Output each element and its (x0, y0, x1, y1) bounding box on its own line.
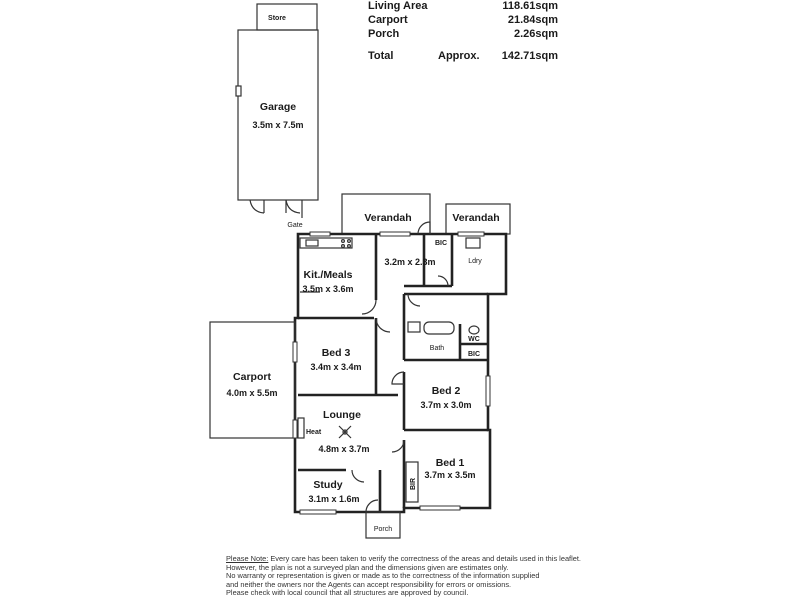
bath-label: Bath (429, 345, 445, 352)
window (300, 510, 336, 514)
heater-icon (298, 418, 304, 438)
disclaimer-line: No warranty or representation is given or made as to the correctness of the information supplied (226, 571, 540, 581)
lounge-label: Lounge (323, 409, 361, 421)
door-swing (352, 470, 364, 482)
porch-outline (366, 512, 400, 538)
bed3-label: Bed 3 (321, 347, 351, 359)
area-value: 21.84sqm (507, 14, 558, 26)
kitchen-label: Kit./Meals (303, 269, 353, 281)
bed2-label: Bed 2 (431, 385, 461, 397)
area-value: 2.26sqm (513, 28, 558, 40)
wc-label: WC (468, 336, 480, 343)
kitchen-dims: 3.5m x 3.6m (302, 284, 354, 294)
cooktop-burner-icon (348, 240, 351, 243)
garage-window (236, 86, 241, 96)
door-swing (362, 300, 376, 314)
garage-dims: 3.5m x 7.5m (252, 120, 304, 130)
disclaimer-title: Please Note: (226, 554, 269, 563)
garage-label: Garage (259, 101, 297, 113)
heat-label: Heat (306, 429, 322, 436)
door-swing (376, 318, 390, 332)
window (310, 232, 330, 236)
carport-dims: 4.0m x 5.5m (226, 388, 278, 398)
bic-bath-label: BIC (467, 351, 481, 358)
bic-rear-label: BIC (434, 240, 448, 247)
carport-label: Carport (233, 371, 271, 383)
door-swing (438, 276, 448, 286)
area-value: 142.71sqm (501, 50, 558, 62)
toilet-icon (469, 326, 479, 334)
window (380, 232, 410, 236)
bed3-dims: 3.4m x 3.4m (310, 362, 362, 372)
study-dims: 3.1m x 1.6m (308, 494, 360, 504)
garage-door-swing (250, 200, 300, 213)
area-label: Total (368, 50, 394, 62)
cooktop-burner-icon (342, 245, 345, 248)
cooktop-burner-icon (342, 240, 345, 243)
window (458, 232, 484, 236)
gate-label: Gate (287, 222, 303, 229)
rear-room-dims: 3.2m x 2.3m (384, 257, 436, 267)
bed2-dims: 3.7m x 3.0m (420, 400, 472, 410)
window (420, 506, 460, 510)
disclaimer-line: Every care has been taken to verify the correctness of the areas and details used in this leaflet. (268, 554, 581, 563)
door-swing (418, 222, 430, 234)
area-approx: Approx. (438, 50, 480, 62)
disclaimer-line: Please check with local council that all structures are approved by council. (226, 588, 469, 598)
verandah-left-label: Verandah (364, 212, 412, 224)
verandah-right-label: Verandah (452, 212, 500, 224)
vanity-icon (408, 322, 420, 332)
door-swing (392, 372, 404, 384)
sink-icon (306, 240, 318, 246)
area-label: Living Area (368, 0, 428, 12)
disclaimer-line: and neither the owners nor the Agents can accept responsibility for errors or omissions. (226, 579, 512, 589)
area-value: 118.61sqm (502, 0, 558, 12)
ceiling-fan-icon (339, 426, 351, 438)
bir-label: BIR (410, 477, 417, 490)
door-swing (366, 500, 378, 512)
bathtub-icon (424, 322, 454, 334)
disclaimer-line: However, the plan is not a surveyed plan and the dimensions given are estimates only. (226, 562, 509, 572)
window (293, 420, 297, 438)
door-swing (392, 440, 404, 452)
area-label: Carport (368, 14, 408, 26)
door-swing (408, 294, 420, 306)
store-label: Store (268, 15, 286, 22)
porch-label: Porch (373, 526, 393, 533)
bed1-label: Bed 1 (435, 457, 465, 469)
disclaimer (226, 555, 786, 598)
store-outline (257, 4, 317, 30)
area-label: Porch (368, 28, 400, 40)
window (293, 342, 297, 362)
bed1-dims: 3.7m x 3.5m (424, 470, 476, 480)
window (486, 376, 490, 406)
laundry-label: Ldry (468, 258, 482, 265)
laundry-trough-icon (466, 238, 480, 248)
garage-outline (238, 30, 318, 200)
study-label: Study (313, 479, 343, 491)
lounge-dims: 4.8m x 3.7m (318, 444, 370, 454)
cooktop-burner-icon (348, 245, 351, 248)
